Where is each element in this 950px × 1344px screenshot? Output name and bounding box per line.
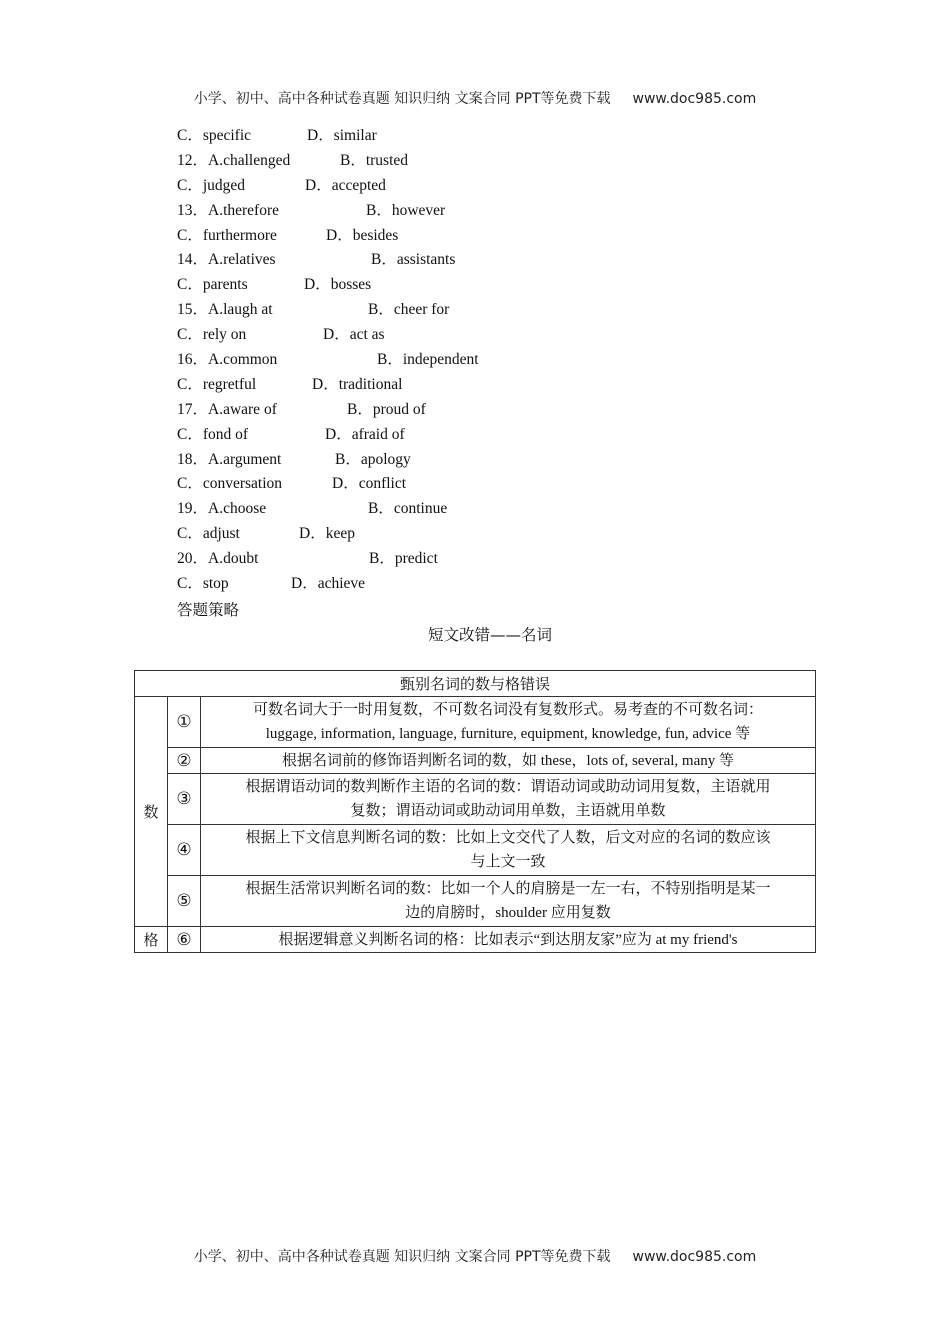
option-b: B．apology: [335, 450, 411, 468]
option-a: 13．A.therefore: [177, 201, 279, 219]
row-text: [201, 825, 816, 876]
option-b: B．proud of: [347, 400, 426, 418]
strategy-label: 答题策略: [177, 601, 240, 619]
table-row: [135, 748, 816, 774]
option-b: D．conflict: [332, 475, 407, 493]
page-header: [0, 88, 950, 108]
table-row: [135, 876, 816, 927]
row-text-line: 与上文一致: [470, 854, 546, 870]
option-b: B．however: [366, 201, 446, 219]
option-b: B．trusted: [340, 151, 409, 169]
option-b: B．independent: [377, 351, 479, 369]
category-number: 数: [135, 697, 168, 927]
row-text: [201, 876, 816, 927]
option-a: 19．A.choose: [177, 500, 267, 518]
row-text: [201, 927, 816, 953]
row-text-line: 可数名词大于一时用复数，不可数名词没有复数形式。易考查的不可数名词：: [252, 702, 763, 718]
option-b: D．act as: [323, 326, 385, 344]
table-title: 甄别名词的数与格错误: [135, 671, 816, 697]
option-b: D．bosses: [304, 276, 372, 294]
option-a: C．conversation: [177, 475, 283, 493]
option-a: C．stop: [177, 575, 229, 593]
row-text-line: 根据生活常识判断名词的数：比如一个人的肩膀是一左一右，不特别指明是某一: [245, 881, 771, 897]
option-a: C．furthermore: [177, 226, 277, 244]
option-a: 18．A.argument: [177, 450, 282, 468]
option-a: 15．A.laugh at: [177, 301, 273, 319]
table-header-row: [135, 671, 816, 697]
row-number: ①: [168, 697, 201, 748]
table-row: [135, 825, 816, 876]
option-b: D．afraid of: [325, 425, 405, 443]
row-text-line: 复数；谓语动词或助动词用单数，主语就用单数: [350, 803, 666, 819]
option-a: 17．A.aware of: [177, 400, 277, 418]
option-b: B．assistants: [371, 251, 456, 269]
row-text: [201, 697, 816, 748]
page-footer: [0, 1246, 950, 1266]
option-b: D．keep: [299, 525, 355, 543]
row-text-line: 根据上下文信息判断名词的数：比如上文交代了人数，后文对应的名词的数应该: [245, 830, 771, 846]
footer-text: 小学、初中、高中各种试卷真题 知识归纳 文案合同 PPT等免费下载: [193, 1249, 611, 1265]
option-a: C．fond of: [177, 425, 249, 443]
row-text-line: 根据谓语动词的数判断作主语的名词的数：谓语动词或助动词用复数，主语就用: [245, 779, 771, 795]
option-b: D．traditional: [312, 375, 403, 393]
option-a: C．specific: [177, 127, 252, 144]
footer-site: www.doc985.com: [632, 1249, 757, 1265]
row-text: [201, 774, 816, 825]
row-number: ④: [168, 825, 201, 876]
row-text-line: luggage, information, language, furniture, equipment, knowledge, fun, advice 等: [265, 726, 751, 742]
row-text-line: 边的肩膀时，shoulder 应用复数: [405, 905, 611, 921]
option-b: D．achieve: [291, 575, 366, 593]
category-case: 格: [135, 927, 168, 953]
table-row: [135, 927, 816, 953]
option-a: C．regretful: [177, 375, 257, 393]
row-text: [201, 748, 816, 774]
noun-error-table: [134, 670, 816, 953]
option-b: D．similar: [307, 127, 377, 144]
table-row: [135, 697, 816, 748]
row-number: ②: [168, 748, 201, 774]
row-text-line: 根据逻辑意义判断名词的格：比如表示“到达朋友家”应为 at my friend's: [278, 931, 738, 948]
option-b: B．cheer for: [368, 301, 450, 319]
header-text: 小学、初中、高中各种试卷真题 知识归纳 文案合同 PPT等免费下载: [193, 91, 611, 107]
option-b: B．continue: [368, 500, 448, 518]
option-b: D．besides: [326, 226, 399, 244]
option-b: D．accepted: [305, 176, 386, 194]
option-a: C．judged: [177, 176, 246, 194]
option-b: B．predict: [369, 550, 438, 568]
row-text-line: 根据名词前的修饰语判断名词的数，如 these，lots of, several, many 等: [281, 752, 735, 769]
option-a: 12．A.challenged: [177, 151, 291, 169]
option-a: 16．A.common: [177, 351, 278, 369]
row-number: ⑤: [168, 876, 201, 927]
option-a: C．rely on: [177, 326, 247, 344]
option-a: 14．A.relatives: [177, 251, 276, 269]
option-a: 20．A.doubt: [177, 550, 259, 568]
table-row: [135, 774, 816, 825]
row-number: ③: [168, 774, 201, 825]
option-a: C．adjust: [177, 525, 240, 543]
row-number: ⑥: [168, 927, 201, 953]
option-a: C．parents: [177, 276, 248, 294]
section-title: 短文改错——名词: [427, 626, 552, 644]
header-site: www.doc985.com: [632, 91, 757, 107]
